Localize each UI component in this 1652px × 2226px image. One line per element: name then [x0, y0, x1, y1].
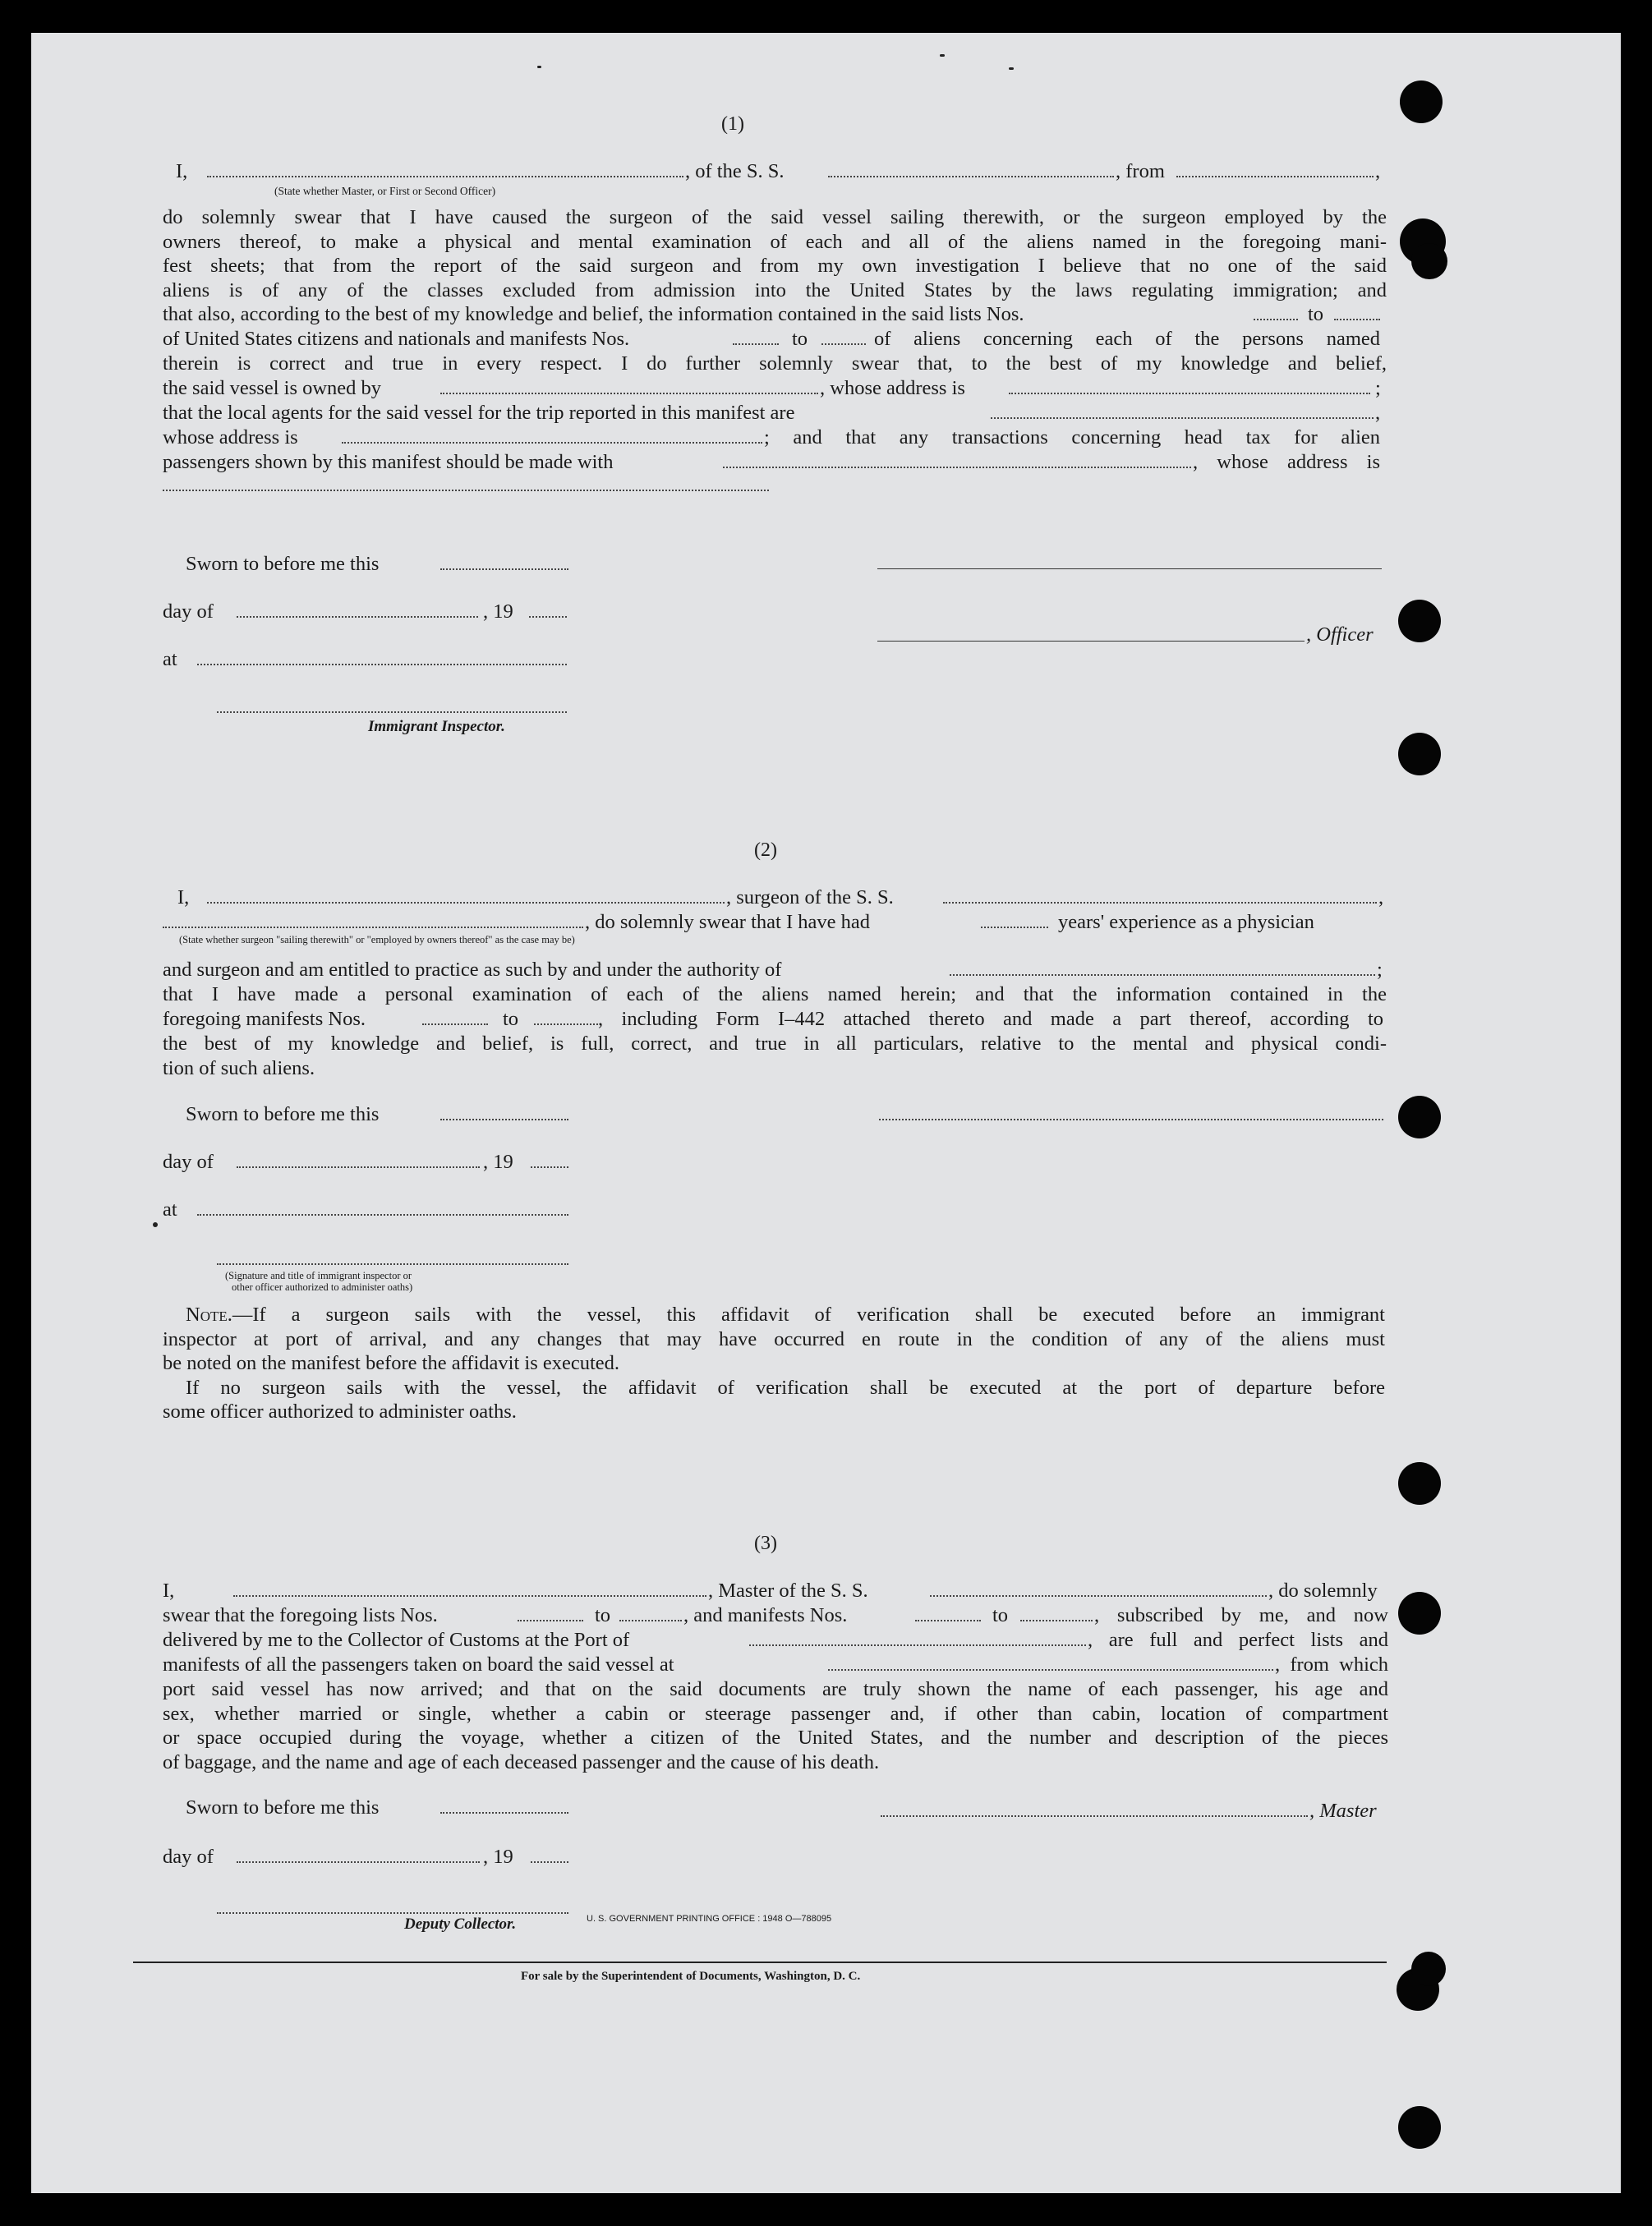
- punch-hole: [1398, 733, 1441, 775]
- subscribed-label: , subscribed by me, and now: [1094, 1604, 1388, 1626]
- document-page: [31, 33, 1621, 2193]
- day-of-field[interactable]: [237, 1861, 480, 1863]
- master-ship-label: , Master of the S. S.: [708, 1580, 868, 1602]
- head-tax-label: ; and that any transactions concerning head tax for alien: [764, 426, 1380, 448]
- lists-label: swear that the foregoing lists Nos.: [163, 1604, 438, 1626]
- citizens-label: of United States citizens and nationals and manifests Nos.: [163, 328, 630, 350]
- note-line: some officer authorized to administer oaths.: [163, 1400, 517, 1423]
- section3-i: I,: [163, 1580, 175, 1602]
- officer-title-line[interactable]: [877, 641, 1305, 642]
- year-label: , 19: [483, 1151, 513, 1173]
- note-line: If no surgeon sails with the vessel, the affidavit of verification shall be executed at the port of departure before: [186, 1376, 1385, 1399]
- collector-port-label: delivered by me to the Collector of Customs at the Port of: [163, 1629, 630, 1651]
- manifests-nos-from-field[interactable]: [733, 343, 779, 345]
- head-tax-party-label: passengers shown by this manifest should be made with: [163, 451, 614, 473]
- punch-hole: [1411, 243, 1447, 279]
- collector-label: Deputy Collector.: [404, 1916, 517, 1933]
- head-tax-address-field[interactable]: [163, 490, 769, 491]
- surgeon-status-note: (State whether surgeon "sailing therewith" or "employed by owners thereof" as the case may be): [179, 934, 575, 945]
- from-which-label: , from which: [1275, 1653, 1388, 1676]
- manifests-label: foregoing manifests Nos.: [163, 1008, 366, 1030]
- manifests-from-field[interactable]: [422, 1023, 488, 1025]
- surgeon-name-field[interactable]: [207, 902, 725, 904]
- section1-body: [163, 205, 1387, 302]
- comma: ,: [1378, 886, 1384, 908]
- master-name-field[interactable]: [233, 1595, 706, 1597]
- collector-signature-field[interactable]: [217, 1912, 568, 1914]
- section1-ship-label: , of the S. S.: [685, 160, 785, 182]
- section1-comma: ,: [1375, 160, 1381, 182]
- day-of-label: day of: [163, 600, 214, 623]
- head-tax-address-label: , whose address is: [1193, 451, 1380, 473]
- lists-nos-to-field[interactable]: [1334, 319, 1380, 320]
- section1-correct-line: [163, 352, 1387, 376]
- lists-to-field[interactable]: [619, 1620, 682, 1621]
- officer-signature-line[interactable]: [877, 568, 1382, 569]
- inspector-label: Immigrant Inspector.: [368, 718, 505, 735]
- boarded-at-label: manifests of all the passengers taken on board the said vessel at: [163, 1653, 674, 1676]
- body-line: aliens is of any of the classes excluded from admission into the United States by the laws regulating immigration; and: [163, 278, 1387, 301]
- section3-body: [163, 1677, 1388, 1774]
- year-field[interactable]: [529, 616, 567, 618]
- printing-office-imprint: U. S. GOVERNMENT PRINTING OFFICE : 1948 O—788095: [587, 1914, 832, 1924]
- agents-address-field[interactable]: [342, 442, 762, 444]
- body-line: sex, whether married or single, whether a cabin or steerage passenger and, if other than cabin, location of compartment: [163, 1702, 1388, 1725]
- sworn-date-field[interactable]: [440, 1812, 568, 1814]
- inspector-signature-field[interactable]: [217, 1263, 568, 1265]
- year-field[interactable]: [531, 1166, 568, 1168]
- from-port-field[interactable]: [1176, 176, 1374, 177]
- manifests-label: , and manifests Nos.: [683, 1604, 848, 1626]
- punch-hole: [1398, 1096, 1441, 1138]
- master-name-field[interactable]: [207, 176, 683, 177]
- years-label: , do solemnly swear that I have had: [585, 911, 870, 933]
- sworn-label: Sworn to before me this: [186, 1796, 380, 1819]
- master-label: , Master: [1309, 1800, 1377, 1822]
- day-of-label: day of: [163, 1151, 214, 1173]
- day-of-label: day of: [163, 1846, 214, 1868]
- section1-from-label: , from: [1116, 160, 1165, 182]
- lists-nos-label: that also, according to the best of my knowledge and belief, the information contained in the said lists Nos.: [163, 303, 1024, 325]
- agents-address-label: whose address is: [163, 426, 298, 448]
- body-line: of baggage, and the name and age of each deceased passenger and the cause of his death.: [163, 1750, 880, 1773]
- section2-note: [163, 1303, 1385, 1424]
- head-tax-party-field[interactable]: [723, 467, 1191, 468]
- agents-label: that the local agents for the said vessel for the trip reported in this manifest are: [163, 402, 795, 424]
- do-solemnly-label: , do solemnly: [1268, 1580, 1378, 1602]
- section-number: (1): [721, 113, 744, 135]
- officer-label: , Officer: [1306, 623, 1374, 646]
- sworn-label: Sworn to before me this: [186, 1103, 380, 1125]
- manifests-nos-to-field[interactable]: [821, 343, 866, 345]
- at-field[interactable]: [197, 1214, 568, 1216]
- at-field[interactable]: [197, 664, 567, 665]
- lists-from-field[interactable]: [518, 1620, 583, 1621]
- section2-i: I,: [177, 886, 190, 908]
- note-line: [163, 1303, 1385, 1327]
- manifests-to-field[interactable]: [1020, 1620, 1093, 1621]
- sworn-label: Sworn to before me this: [186, 553, 380, 575]
- agents-field[interactable]: [991, 417, 1374, 419]
- years-field[interactable]: [981, 927, 1048, 928]
- signature-note: other officer authorized to administer oaths): [232, 1281, 413, 1293]
- punch-hole: [1398, 1592, 1441, 1635]
- surgeon-ship-field[interactable]: [943, 902, 1377, 904]
- body-line: port said vessel has now arrived; and that on the said documents are truly shown the name of each passenger, his age and: [163, 1678, 1388, 1700]
- section2-line4: [163, 982, 1387, 1007]
- body-line: the best of my knowledge and belief, is full, correct, and true in all particulars, relative to the mental and physical condi-: [163, 1033, 1387, 1055]
- at-label: at: [163, 1198, 177, 1221]
- form-label: , including Form I–442 attached thereto and made a part thereof, according to: [598, 1008, 1383, 1030]
- boarding-port-field[interactable]: [828, 1669, 1273, 1671]
- punch-hole: [1411, 1952, 1446, 1986]
- physician-label: years' experience as a physician: [1058, 911, 1314, 933]
- master-ship-field[interactable]: [930, 1595, 1267, 1597]
- section2-line6: [163, 1032, 1387, 1080]
- ink-speck: [1009, 67, 1014, 70]
- body-line: do solemnly swear that I have caused the surgeon of the said vessel sailing therewith, or the surgeon employed by the: [163, 206, 1387, 228]
- year-label: , 19: [483, 1846, 513, 1868]
- manifests-from-field[interactable]: [915, 1620, 981, 1621]
- punch-hole: [1398, 1462, 1441, 1505]
- authority-label: and surgeon and am entitled to practice as such by and under the authority of: [163, 959, 782, 981]
- section1-i: I,: [176, 160, 188, 182]
- sworn-date-field[interactable]: [440, 1119, 568, 1120]
- master-signature-field[interactable]: [881, 1815, 1308, 1817]
- aliens-label: of aliens concerning each of the persons named: [874, 328, 1380, 350]
- inspector-signature-field[interactable]: [217, 711, 567, 713]
- owner-address-label: , whose address is: [820, 377, 965, 399]
- owned-by-label: the said vessel is owned by: [163, 377, 382, 399]
- day-of-field[interactable]: [237, 1166, 480, 1168]
- manifests-to-field[interactable]: [534, 1023, 598, 1025]
- ship-name-field[interactable]: [828, 176, 1114, 177]
- to-label: to: [992, 1604, 1009, 1626]
- lists-nos-from-field[interactable]: [1254, 319, 1298, 320]
- semicolon: ;: [1375, 377, 1381, 399]
- body-line: therein is correct and true in every respect. I do further solemnly swear that, to the best of my knowledge and belief,: [163, 352, 1387, 375]
- note-line: inspector at port of arrival, and any changes that may have occurred en route in the condition of any of the aliens must: [163, 1327, 1385, 1350]
- body-line: owners thereof, to make a physical and mental examination of each and all of the aliens named in the foregoing mani-: [163, 230, 1387, 253]
- signature-note: (Signature and title of immigrant inspector or: [225, 1270, 412, 1281]
- authority-field[interactable]: [950, 974, 1375, 976]
- sworn-date-field[interactable]: [440, 568, 568, 570]
- semicolon: ;: [1377, 959, 1383, 981]
- collector-port-field[interactable]: [749, 1644, 1086, 1646]
- punch-hole: [1398, 2106, 1441, 2149]
- surgeon-ship-label: , surgeon of the S. S.: [726, 886, 894, 908]
- punch-hole: [1398, 600, 1441, 642]
- punch-hole: [1400, 80, 1443, 123]
- manifests-nos-to: to: [792, 328, 808, 350]
- perfect-lists-label: , are full and perfect lists and: [1088, 1629, 1388, 1651]
- body-line: or space occupied during the voyage, whether a citizen of the United States, and the number and description of the pieces: [163, 1727, 1388, 1750]
- ink-speck: [153, 1222, 158, 1227]
- section1-officer-note: (State whether Master, or First or Second Officer): [274, 185, 496, 197]
- note-line: be noted on the manifest before the affidavit is executed.: [163, 1352, 620, 1375]
- sale-notice: For sale by the Superintendent of Documents, Washington, D. C.: [521, 1970, 861, 1983]
- at-label: at: [163, 648, 177, 670]
- comma: ,: [1375, 402, 1381, 424]
- section-number: (3): [754, 1533, 777, 1554]
- section-number: (2): [754, 839, 777, 861]
- to-label: to: [503, 1008, 519, 1030]
- footer-rule: [133, 1962, 1387, 1963]
- day-of-field[interactable]: [237, 616, 478, 618]
- owner-address-field[interactable]: [1009, 393, 1370, 394]
- surgeon-signature-field[interactable]: [879, 1119, 1383, 1120]
- ink-speck: [537, 66, 541, 68]
- year-field[interactable]: [531, 1861, 568, 1863]
- surgeon-status-field[interactable]: [163, 927, 583, 928]
- body-line: that I have made a personal examination of each of the aliens named herein; and that the information contained in the: [163, 983, 1387, 1005]
- note-text: —If a surgeon sails with the vessel, this affidavit of verification shall be executed before an immigrant: [232, 1304, 1385, 1326]
- body-line: fest sheets; that from the report of the said surgeon and from my own investigation I believe that no one of the said: [163, 255, 1387, 278]
- owner-field[interactable]: [440, 393, 818, 394]
- note-label: Note.: [186, 1304, 232, 1326]
- body-line: tion of such aliens.: [163, 1056, 315, 1079]
- to-label: to: [595, 1604, 611, 1626]
- ink-speck: [940, 54, 945, 57]
- year-label: , 19: [483, 600, 513, 623]
- lists-nos-to: to: [1308, 303, 1324, 325]
